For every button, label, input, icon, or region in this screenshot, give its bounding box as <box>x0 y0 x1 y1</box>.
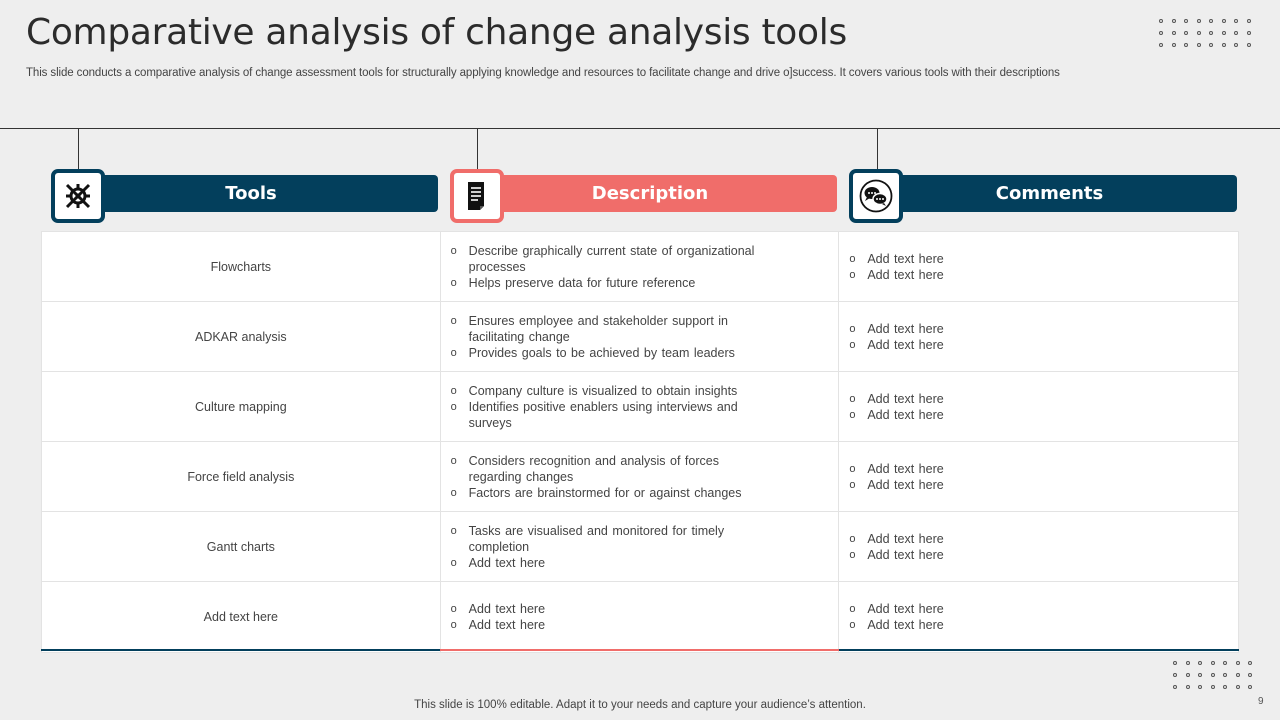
table-row <box>42 582 1238 652</box>
decorative-dot <box>1172 31 1176 35</box>
comments-item: o Add text here <box>849 477 1159 493</box>
decorative-dot <box>1247 31 1251 35</box>
decorative-dot <box>1248 661 1252 665</box>
description-item: o Provides goals to be achieved by team leaders <box>451 345 761 361</box>
decorative-dot <box>1159 19 1163 23</box>
decorative-dot <box>1209 19 1213 23</box>
comments-cell <box>839 302 1238 371</box>
decorative-dot <box>1222 43 1226 47</box>
decorative-dot <box>1198 673 1202 677</box>
comments-item: o Add text here <box>849 321 1159 337</box>
decorative-dot <box>1222 31 1226 35</box>
comments-item: o Add text here <box>849 407 1159 423</box>
decorative-dot <box>1209 43 1213 47</box>
description-cell <box>441 442 840 511</box>
header-comments-label: Comments <box>995 183 1104 204</box>
description-item: o Ensures employee and stakeholder support in facilitating change <box>451 313 761 345</box>
header-description-label: Description <box>591 183 709 204</box>
decorative-dot <box>1222 19 1226 23</box>
table-row <box>42 372 1238 442</box>
decorative-dot <box>1211 673 1215 677</box>
comments-cell <box>839 582 1238 652</box>
footer-note: This slide is 100% editable. Adapt it to your needs and capture your audience’s attention. <box>414 699 866 711</box>
description-cell <box>441 302 840 371</box>
tool-name-cell <box>42 372 441 441</box>
description-icon-box <box>450 169 504 223</box>
comments-item: o Add text here <box>849 251 1159 267</box>
table-row <box>42 442 1238 512</box>
decorative-dot <box>1173 685 1177 689</box>
decorative-dot <box>1247 43 1251 47</box>
tool-name: ADKAR analysis <box>194 329 287 344</box>
tool-name: Add text here <box>203 610 279 624</box>
tool-name: Culture mapping <box>194 399 287 414</box>
tool-name: Flowcharts <box>210 259 272 274</box>
connector-line-description <box>477 128 478 170</box>
comments-list <box>839 391 1159 423</box>
comments-list <box>839 531 1159 563</box>
comments-item: o Add text here <box>849 601 1159 617</box>
decorative-dot <box>1223 661 1227 665</box>
decorative-dot <box>1172 43 1176 47</box>
description-item: o Company culture is visualized to obtain insights <box>451 383 761 399</box>
comments-cell <box>839 512 1238 581</box>
description-list <box>441 601 761 633</box>
description-cell <box>441 232 840 301</box>
comments-icon-box <box>849 169 903 223</box>
description-list <box>441 383 761 431</box>
decorative-dot <box>1211 661 1215 665</box>
comments-cell <box>839 442 1238 511</box>
description-list <box>441 523 761 571</box>
comments-list <box>839 251 1159 283</box>
header-comments <box>862 175 1237 212</box>
decorative-dot <box>1173 673 1177 677</box>
description-item: o Add text here <box>451 555 761 571</box>
chat-bubbles-icon <box>859 179 893 213</box>
decorative-dot <box>1209 31 1213 35</box>
page-title: Comparative analysis of change analysis tools <box>26 12 847 53</box>
tool-name-cell <box>42 302 441 371</box>
decorative-dot <box>1223 673 1227 677</box>
decorative-dot <box>1186 685 1190 689</box>
description-list <box>441 453 761 501</box>
decorative-dot <box>1248 673 1252 677</box>
tools-icon <box>63 181 93 211</box>
comments-item: o Add text here <box>849 547 1159 563</box>
decorative-dot <box>1184 43 1188 47</box>
description-list <box>441 243 761 291</box>
description-item: o Identifies positive enablers using interviews and surveys <box>451 399 761 431</box>
table-row <box>42 302 1238 372</box>
description-cell <box>441 372 840 441</box>
decorative-dots-bottom <box>1173 661 1252 689</box>
comments-list <box>839 321 1159 353</box>
document-icon <box>464 180 490 212</box>
page-number: 9 <box>1258 696 1264 707</box>
description-list <box>441 313 761 361</box>
header-tools-label: Tools <box>225 183 277 204</box>
tool-name-cell <box>42 442 441 511</box>
tool-name-cell <box>42 232 441 301</box>
tool-name-cell <box>42 582 441 652</box>
description-cell <box>441 582 840 652</box>
tool-name: Force field analysis <box>187 469 295 484</box>
description-item: o Considers recognition and analysis of forces regarding changes <box>451 453 761 485</box>
decorative-dot <box>1159 43 1163 47</box>
decorative-dot <box>1184 31 1188 35</box>
decorative-dot <box>1198 685 1202 689</box>
comments-cell <box>839 232 1238 301</box>
decorative-dot <box>1236 661 1240 665</box>
decorative-dot <box>1172 19 1176 23</box>
comments-column-underline <box>839 649 1239 651</box>
decorative-dot <box>1248 685 1252 689</box>
decorative-dot <box>1211 685 1215 689</box>
description-item: o Helps preserve data for future reference <box>451 275 761 291</box>
decorative-dot <box>1198 661 1202 665</box>
comments-item: o Add text here <box>849 391 1159 407</box>
decorative-dot <box>1234 43 1238 47</box>
comments-item: o Add text here <box>849 267 1159 283</box>
comments-list <box>839 461 1159 493</box>
description-item: o Add text here <box>451 601 761 617</box>
decorative-dot <box>1186 661 1190 665</box>
description-item: o Describe graphically current state of organizational processes <box>451 243 761 275</box>
decorative-dot <box>1159 31 1163 35</box>
description-cell <box>441 512 840 581</box>
connector-horizontal-line <box>0 128 1280 129</box>
header-tools <box>64 175 438 212</box>
tools-icon-box <box>51 169 105 223</box>
decorative-dot <box>1197 43 1201 47</box>
decorative-dots-top <box>1159 19 1251 47</box>
decorative-dot <box>1236 673 1240 677</box>
comments-item: o Add text here <box>849 461 1159 477</box>
tool-name-cell <box>42 512 441 581</box>
decorative-dot <box>1236 685 1240 689</box>
tools-column-underline <box>41 649 440 651</box>
decorative-dot <box>1197 31 1201 35</box>
description-item: o Add text here <box>451 617 761 633</box>
comments-cell <box>839 372 1238 441</box>
decorative-dot <box>1234 19 1238 23</box>
decorative-dot <box>1223 685 1227 689</box>
decorative-dot <box>1184 19 1188 23</box>
decorative-dot <box>1197 19 1201 23</box>
header-description <box>463 175 837 212</box>
connector-line-comments <box>877 128 878 170</box>
description-column-underline <box>440 649 839 651</box>
comments-list <box>839 601 1159 633</box>
tool-name: Gantt charts <box>206 539 275 554</box>
connector-line-tools <box>78 128 79 170</box>
comparison-table <box>41 231 1239 653</box>
table-row <box>42 512 1238 582</box>
description-item: o Tasks are visualised and monitored for timely completion <box>451 523 761 555</box>
comments-item: o Add text here <box>849 337 1159 353</box>
decorative-dot <box>1186 673 1190 677</box>
comments-item: o Add text here <box>849 531 1159 547</box>
decorative-dot <box>1173 661 1177 665</box>
table-row <box>42 232 1238 302</box>
description-item: o Factors are brainstormed for or against changes <box>451 485 761 501</box>
decorative-dot <box>1234 31 1238 35</box>
decorative-dot <box>1247 19 1251 23</box>
page-subtitle: This slide conducts a comparative analysis of change assessment tools for structurally applying knowledge and resources to facilitate change and drive o]success. It covers various tools with their descriptions <box>26 67 1060 79</box>
comments-item: o Add text here <box>849 617 1159 633</box>
